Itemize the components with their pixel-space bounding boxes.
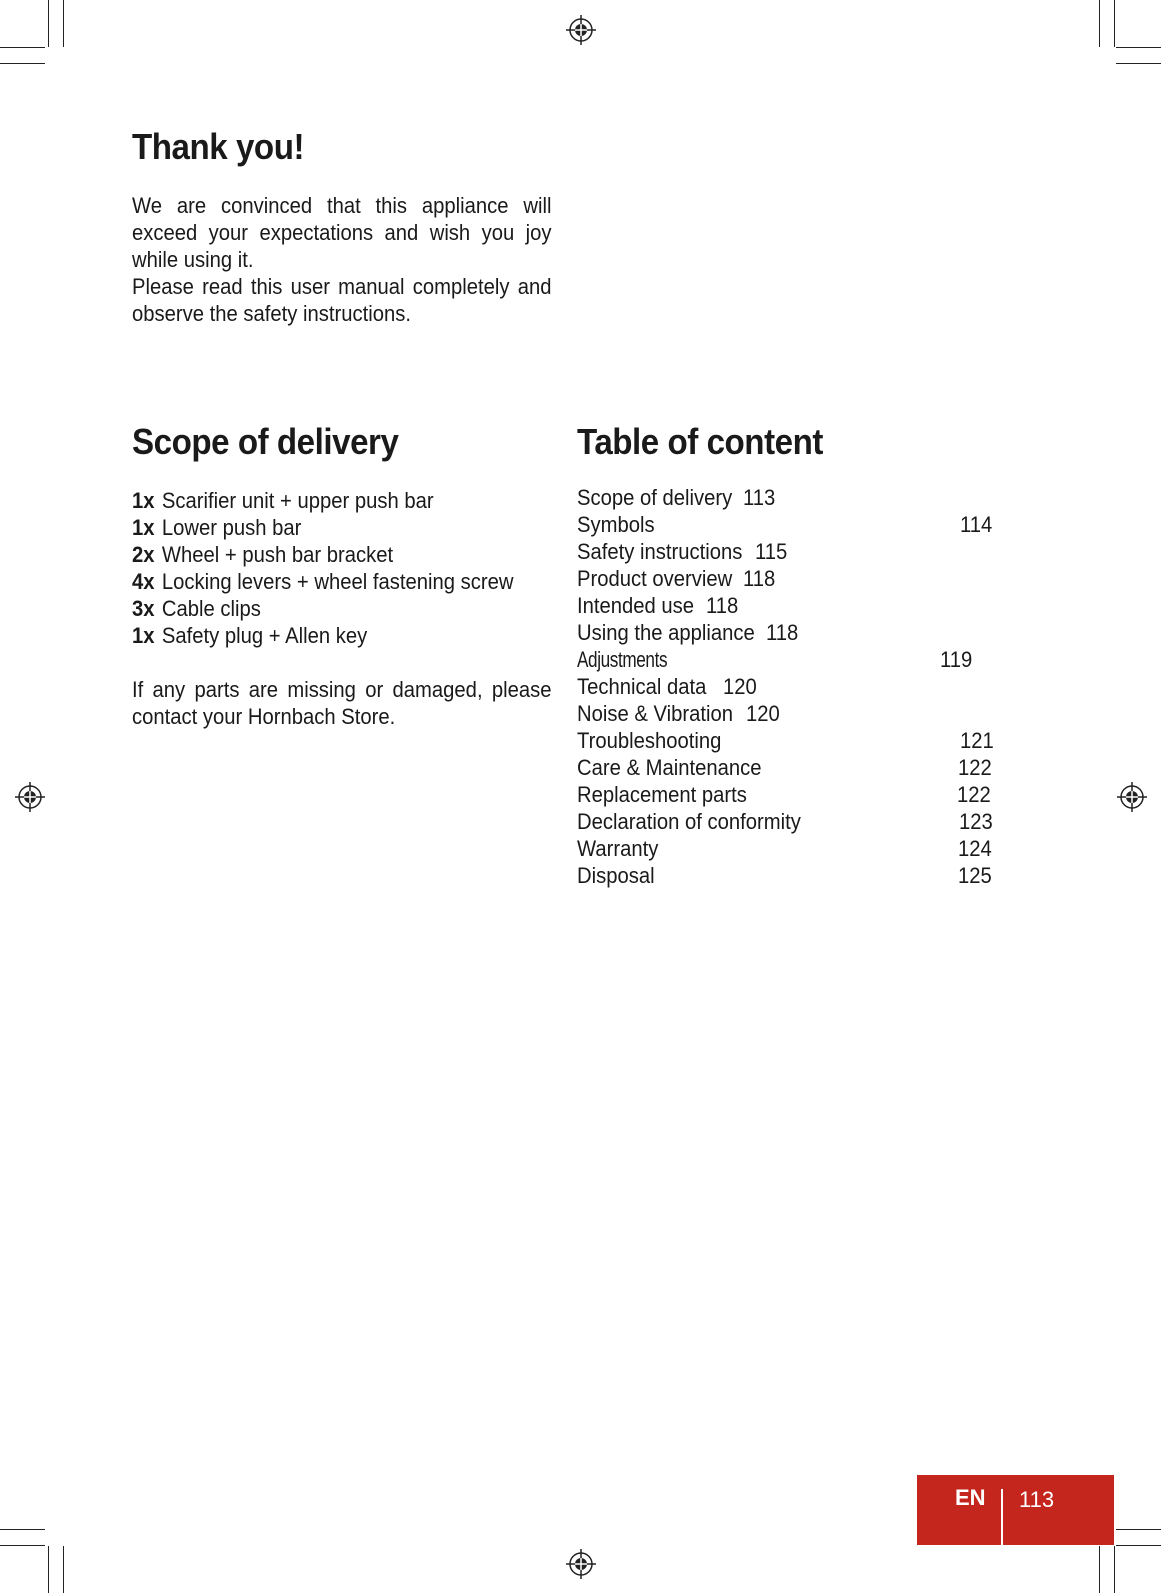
toc-entry-page: 114 — [960, 512, 993, 537]
toc-entry-title: Safety instructions — [577, 539, 743, 564]
toc-entry-page: 118 — [706, 593, 739, 618]
scope-of-delivery-section — [132, 421, 552, 730]
toc-entry-page: 115 — [755, 539, 788, 564]
toc-entry-title: Product overview — [577, 566, 733, 591]
page-tab — [917, 1475, 1114, 1545]
toc-entry-page: 120 — [746, 701, 780, 726]
toc-entry-title: Scope of delivery — [577, 485, 733, 510]
toc-entry-page: 118 — [766, 620, 799, 645]
toc-entry-title: Intended use — [577, 593, 695, 618]
toc-entry-page: 118 — [743, 566, 776, 591]
toc-entry-page: 124 — [958, 836, 992, 861]
toc-entry-title: Disposal — [577, 863, 655, 888]
list-item — [132, 595, 518, 622]
toc-entry-title: Replacement parts — [577, 782, 747, 807]
thank-you-paragraph: We are convinced that this appliance will exceed your expectations and wish you joy while using it. — [132, 193, 552, 272]
list-item — [132, 541, 518, 568]
toc-entry-title: Troubleshooting — [577, 728, 722, 753]
toc-entry-title: Symbols — [577, 512, 655, 537]
item-text: Lower push bar — [161, 515, 302, 540]
divider — [1001, 1489, 1003, 1545]
list-item — [132, 568, 518, 595]
item-text: Locking levers + wheel fastening screw — [161, 569, 514, 594]
registration-mark-icon — [566, 15, 596, 45]
toc-entry-page: 125 — [958, 863, 992, 888]
list-item — [132, 622, 518, 649]
registration-mark-icon — [15, 782, 45, 812]
item-text: Safety plug + Allen key — [161, 623, 368, 648]
page-number: 113 — [1019, 1487, 1055, 1512]
quantity: 3x — [132, 596, 155, 621]
scope-note: If any parts are missing or damaged, please contact your Hornbach Store. — [132, 677, 552, 729]
quantity: 2x — [132, 542, 155, 567]
toc-entry-title: Warranty — [577, 836, 659, 861]
item-text: Wheel + push bar bracket — [161, 542, 394, 567]
table-of-content-section — [577, 421, 1007, 888]
item-text: Scarifier unit + upper push bar — [161, 488, 434, 513]
registration-mark-icon — [1117, 782, 1147, 812]
registration-mark-icon — [566, 1549, 596, 1579]
toc-entry-title: Using the appliance — [577, 620, 755, 645]
scope-list — [132, 487, 518, 649]
language-label: EN — [955, 1485, 986, 1510]
toc-entry-title: Technical data — [577, 674, 707, 699]
toc-entry-page: 113 — [743, 485, 776, 510]
toc-entry-title: Care & Maintenance — [577, 755, 762, 780]
toc-entry-page: 121 — [960, 728, 994, 753]
thank-you-text — [132, 192, 552, 327]
toc-entry-title: Declaration of conformity — [577, 809, 801, 834]
toc-entry-page: 120 — [723, 674, 757, 699]
toc-entry-page: 119 — [940, 647, 973, 672]
toc-entry-page: 123 — [959, 809, 993, 834]
list-item — [132, 514, 518, 541]
list-item — [132, 487, 518, 514]
toc-entry-title: Adjustments — [577, 647, 668, 672]
quantity: 1x — [132, 515, 155, 540]
quantity: 4x — [132, 569, 155, 594]
toc-title: Table of content — [577, 421, 823, 462]
scope-title: Scope of delivery — [132, 421, 399, 462]
quantity: 1x — [132, 623, 155, 648]
item-text: Cable clips — [161, 596, 261, 621]
thank-you-paragraph: Please read this user manual completely and observe the safety instructions. — [132, 274, 552, 326]
toc-entry-page: 122 — [957, 782, 991, 807]
thank-you-section — [132, 126, 552, 327]
toc-entry-page: 122 — [958, 755, 992, 780]
toc-entry-title: Noise & Vibration — [577, 701, 734, 726]
toc-list — [577, 484, 1007, 904]
quantity: 1x — [132, 488, 155, 513]
thank-you-title: Thank you! — [132, 126, 305, 167]
